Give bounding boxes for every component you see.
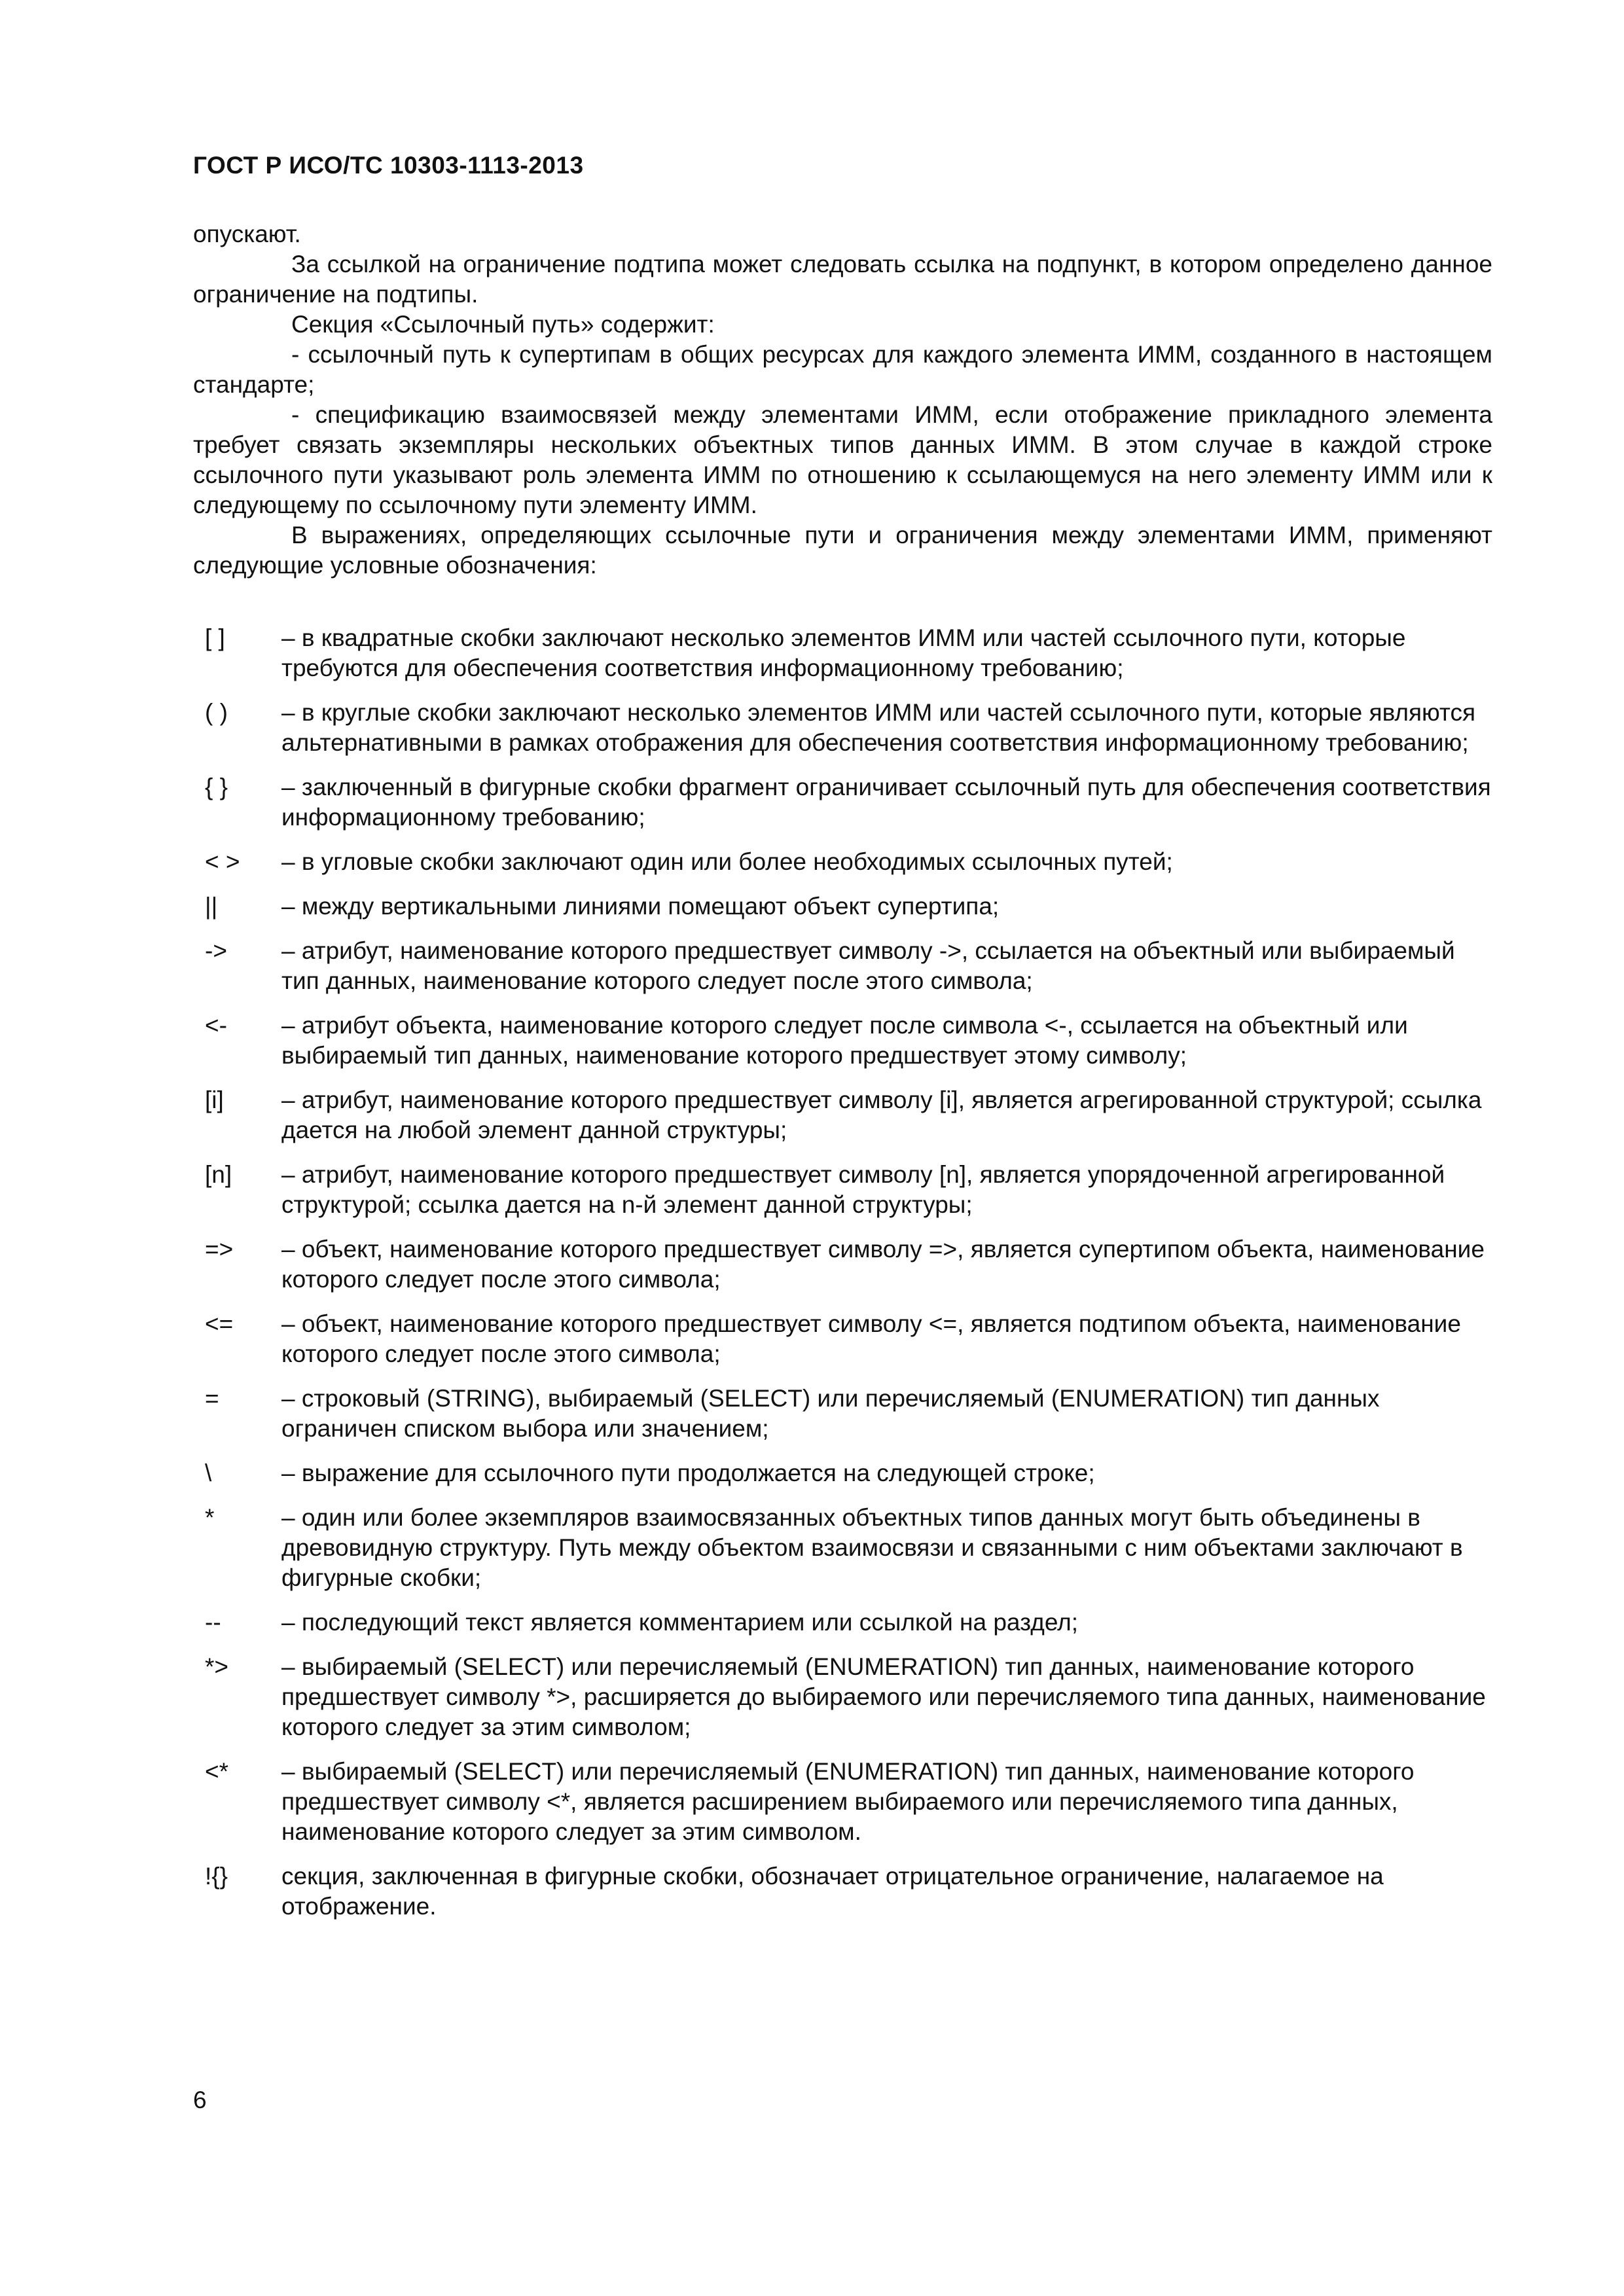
legend-symbol: [i] [205,1086,224,1113]
document-header: ГОСТ Р ИСО/ТС 10303-1113-2013 [193,152,584,179]
legend-description: – объект, наименование которого предшествует символу =>, является супертипом объекта, наименование которого следует после этого символа; [281,1236,1485,1293]
legend-symbol: || [205,893,218,920]
list-item: - ссылочный путь к супертипам в общих ресурсах для каждого элемента ИММ, созданного в настоящем стандарте; [193,341,1492,398]
legend-row [193,698,1492,758]
page-number: 6 [193,2087,207,2113]
legend-description: – один или более экземпляров взаимосвязанных объектных типов данных могут быть объединены в древовидную структуру. Путь между объектом взаимосвязи и связанными с ним объектами заключают в фигурные скобки; [281,1504,1463,1591]
legend-description: – атрибут, наименование которого предшествует символу ->, ссылается на объектный или выбираемый тип данных, наименование которого следует после этого символа; [281,937,1455,994]
legend-description: – атрибут объекта, наименование которого следует после символа <-, ссылается на объектный или выбираемый тип данных, наименование которого предшествует этому символу; [281,1012,1408,1069]
legend-symbol: -- [205,1609,221,1636]
legend-description: – в угловые скобки заключают один или более необходимых ссылочных путей; [281,848,1173,875]
legend-description: – строковый (STRING), выбираемый (SELECT) или перечисляемый (ENUMERATION) тип данных ограничен списком выбора или значением; [281,1385,1380,1442]
legend-row [193,1234,1492,1295]
legend-description: – в круглые скобки заключают несколько элементов ИММ или частей ссылочного пути, которые являются альтернативными в рамках отображения для обеспечения соответствия информационному требованию; [281,699,1476,756]
legend-description: секция, заключенная в фигурные скобки, обозначает отрицательное ограничение, налагаемое на отображение. [281,1863,1384,1920]
legend-description: – атрибут, наименование которого предшествует символу [n], является упорядоченной агрегированной структурой; ссылка дается на n-й элемент данной структуры; [281,1161,1445,1218]
legend-row [193,1085,1492,1145]
legend-row [193,1652,1492,1742]
legend-description: – в квадратные скобки заключают несколько элементов ИММ или частей ссылочного пути, которые требуются для обеспечения соответствия информационному требованию; [281,624,1406,681]
legend-symbol: ( ) [205,699,228,726]
paragraph: В выражениях, определяющих ссылочные пути и ограничения между элементами ИММ, применяют следующие условные обозначения: [193,522,1492,579]
legend-row [193,623,1492,683]
legend-description: – атрибут, наименование которого предшествует символу [i], является агрегированной структурой; ссылка дается на любой элемент данной структуры; [281,1086,1482,1143]
legend-symbol: [ ] [205,624,225,651]
legend-symbol: -> [205,937,227,964]
legend-symbol: => [205,1236,234,1263]
legend-symbol: <- [205,1012,227,1039]
legend-row [193,1607,1492,1638]
legend-symbol: < > [205,848,240,875]
legend-row [193,847,1492,877]
paragraph: За ссылкой на ограничение подтипа может следовать ссылка на подпункт, в котором определено данное ограничение на подтипы. [193,251,1492,308]
legend-description: – между вертикальными линиями помещают объект супертипа; [281,893,1000,920]
legend-symbol: = [205,1385,219,1412]
legend-symbol: <= [205,1310,234,1337]
body-text [193,219,1492,581]
legend-row [193,772,1492,833]
legend-row [193,1503,1492,1593]
list-item: - спецификацию взаимосвязей между элементами ИММ, если отображение прикладного элемента требует связать экземпляры нескольких объектных типов данных ИММ. В этом случае в каждой строке ссылочного пути указывают роль элемента ИММ по отношению к ссылающемуся на него элементу ИММ или к следующему по ссылочному пути элементу ИММ. [193,401,1492,518]
legend-row [193,1011,1492,1071]
legend-description: – выражение для ссылочного пути продолжается на следующей строке; [281,1460,1095,1486]
legend-symbol: { } [205,774,228,800]
legend-description: – выбираемый (SELECT) или перечисляемый (ENUMERATION) тип данных, наименование которого предшествует символу <*, является расширением выбираемого или перечисляемого типа данных, наименование которого следует за этим символом. [281,1758,1415,1845]
legend-symbol: !{} [205,1863,228,1890]
legend-row [193,1309,1492,1369]
legend-symbol: * [205,1504,215,1531]
legend-row [193,1384,1492,1444]
notation-legend [193,623,1492,1936]
legend-description: – последующий текст является комментарием или ссылкой на раздел; [281,1609,1079,1636]
legend-description: – выбираемый (SELECT) или перечисляемый (ENUMERATION) тип данных, наименование которого предшествует символу *>, расширяется до выбираемого или перечисляемого типа данных, наименование которого следует за этим символом; [281,1653,1486,1740]
legend-row [193,1861,1492,1922]
legend-row [193,1160,1492,1220]
legend-symbol: *> [205,1653,229,1680]
legend-symbol: <* [205,1758,229,1785]
legend-symbol: [n] [205,1161,232,1188]
legend-description: – объект, наименование которого предшествует символу <=, является подтипом объекта, наименование которого следует после этого символа; [281,1310,1461,1367]
legend-row [193,891,1492,922]
legend-symbol: \ [205,1460,212,1486]
legend-row [193,936,1492,996]
legend-row [193,1458,1492,1488]
paragraph: опускают. [193,221,301,247]
legend-row [193,1757,1492,1847]
legend-description: – заключенный в фигурные скобки фрагмент ограничивает ссылочный путь для обеспечения соответствия информационному требованию; [281,774,1491,831]
paragraph: Секция «Ссылочный путь» содержит: [291,311,715,338]
